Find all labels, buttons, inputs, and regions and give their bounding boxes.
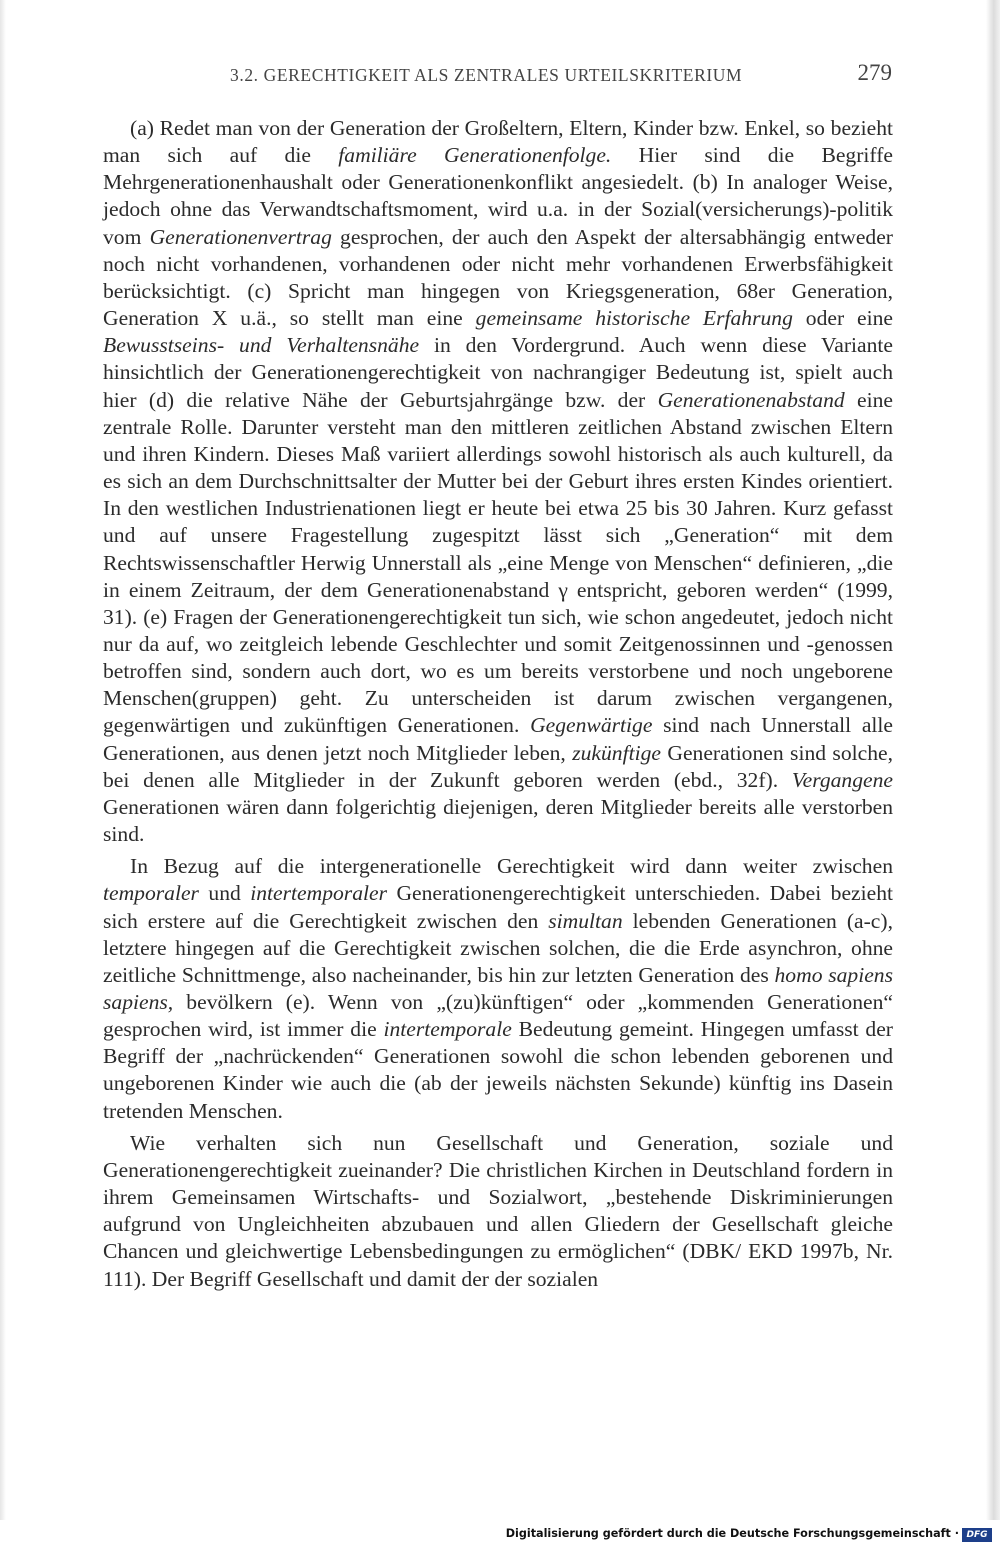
text-run: Wie verhalten sich nun Gesellschaft und Generation, soziale und Generationengerechtigkeit zueinander? Die christlichen Kirchen in Deutschland fordern in ihrem Gemeinsamen Wirtschafts- und Sozialwort, „bestehende Diskriminierungen aufgrund von Ungleichheiten abzubauen und allen Gliedern der Gesellschaft gleiche Chancen und gleichwertige Lebensbedingungen zu ermöglichen“ (DBK/ EKD 1997b, Nr. 111). Der Begriff Gesellschaft und damit der der sozialen <box>103 1130 893 1291</box>
text-run: in den Vordergrund. Auch wenn diese Variante hinsichtlich der Generationengerechtigkeit von nachrangiger Bedeutung ist, spielt auch hier (d) die relative Nähe der Geburtsjahrgänge bzw. der <box>103 333 893 412</box>
italic-term: Gegenwärtige <box>530 713 653 738</box>
text-run: (a) Redet man von der Generation der Großeltern, Eltern, Kinder bzw. Enkel, so bezieht man sich auf die <box>103 116 893 168</box>
italic-term: intertemporale <box>383 1017 512 1042</box>
text-run: eine zentrale Rolle. Darunter versteht man den mittleren zeitlichen Abstand zwischen Eltern und ihren Kindern. Dieses Maß variiert allerdings sowohl historisch als auch kulturell, da es sich an dem Durchschnittsalter der Mutter bei der Geburt ihres ersten Kindes orientiert. In den westlichen Industrienationen liegt er heute bei etwa 25 bis 30 Jahren. Kurz gefasst und auf unsere Fragestellung zugespitzt lässt sich „Generation“ mit dem Rechtswissenschaftler Herwig Unnerstall als „eine Menge von Menschen“ definieren, „die in einem Zeitraum, der dem Generationenabstand γ entspricht, geboren werden“ (1999, 31). (e) Fragen der Generationengerechtigkeit tun sich, wie schon angedeutet, jedoch nicht nur da auf, wo zeitgleich lebende Geschlechter und somit Zeitgenossinnen und -genossen betroffen sind, sondern auch dort, wo es um bereits verstorbene und noch ungeborene Menschen(gruppen) geht. Zu unterscheiden ist darum zwischen vergangenen, gegenwärtigen und zukünftigen Generationen. <box>103 387 893 738</box>
text-run: In Bezug auf die intergenerationelle Gerechtigkeit wird dann weiter zwischen <box>130 854 893 879</box>
text-run: Generationen wären dann folgerichtig diejenigen, deren Mitglieder bereits alle verstorben sind. <box>103 794 893 847</box>
page-number: 279 <box>857 60 892 85</box>
italic-term: Vergangene <box>791 767 893 792</box>
body-text <box>103 115 893 1293</box>
dfg-logo: DFG <box>962 1528 992 1542</box>
text-run: Hier sind die Begriffe Mehrgenerationenhaushalt oder Generationenkonflikt angesiedelt. (b) In analoger Weise, jedoch ohne das Verwandtschaftsmoment, wird u.a. in der Sozial(versicherungs)-politik vom <box>103 143 893 249</box>
text-run: Generationengerechtigkeit unterschieden. Dabei bezieht sich erstere auf die Gerechtigkeit zwischen den <box>103 881 894 933</box>
italic-term: simultan <box>548 908 623 933</box>
scan-edge-left <box>0 0 6 1520</box>
digitization-footer <box>0 1525 1000 1546</box>
text-run: sind nach Unnerstall alle Generationen, aus denen jetzt noch Mitglieder leben, <box>103 713 893 765</box>
paragraph <box>103 853 893 1125</box>
text-run: Bedeutung gemeint. Hingegen umfasst der Begriff der „nachrückenden“ Generationen sowohl die schon lebenden geborenen und ungeborenen Kinder wie auch die (ab der jeweils nächsten Sekunde) künftig ins Dasein tretenden Menschen. <box>103 1017 893 1123</box>
text-run: und <box>198 881 251 906</box>
paragraph <box>103 115 893 848</box>
text-run: bevölkern (e). Wenn von „(zu)künftigen“ oder „kommenden Generationen“ gesprochen wird, ist immer die <box>103 990 893 1042</box>
text-run: gesprochen, der auch den Aspekt der altersabhängig entweder noch nicht vorhandenen, vorhandenen oder nicht mehr vorhandenen Erwerbsfähigkeit berücksichtigt. (c) Spricht man hingegen von Kriegsgeneration, 68er Generation, Generation X u.ä., so stellt man eine <box>103 224 893 331</box>
italic-term: temporaler <box>103 881 199 906</box>
italic-term: zukünftige <box>572 740 661 765</box>
paragraph <box>103 1130 893 1293</box>
running-title: 3.2. GERECHTIGKEIT ALS ZENTRALES URTEILSKRITERIUM <box>230 65 743 85</box>
scan-edge-right <box>986 0 1000 1520</box>
italic-term: gemeinsame historische Erfahrung <box>475 306 793 331</box>
italic-term: homo sapiens sapiens, <box>103 962 893 1014</box>
text-run: Generationen sind solche, bei denen alle Mitglieder in der Zukunft geboren werden (ebd., 32f). <box>103 740 893 792</box>
italic-term: Bewusstseins- und Verhaltensnähe <box>103 333 420 358</box>
italic-term: Generationenvertrag <box>149 224 332 249</box>
text-run: lebenden Generationen (a-c), letztere hingegen auf die Gerechtigkeit zwischen solchen, die die Erde asynchron, ohne zeitliche Schnittmenge, also nacheinander, bis hin zur letzten Generation des <box>103 908 893 987</box>
running-head <box>102 60 892 90</box>
footer-credit: Digitalisierung gefördert durch die Deutsche Forschungsgemeinschaft · <box>505 1527 959 1540</box>
italic-term: intertemporaler <box>250 881 387 906</box>
italic-term: Generationenabstand <box>657 387 845 412</box>
italic-term: familiäre Generationenfolge. <box>338 143 612 168</box>
text-run: oder eine <box>792 306 894 331</box>
